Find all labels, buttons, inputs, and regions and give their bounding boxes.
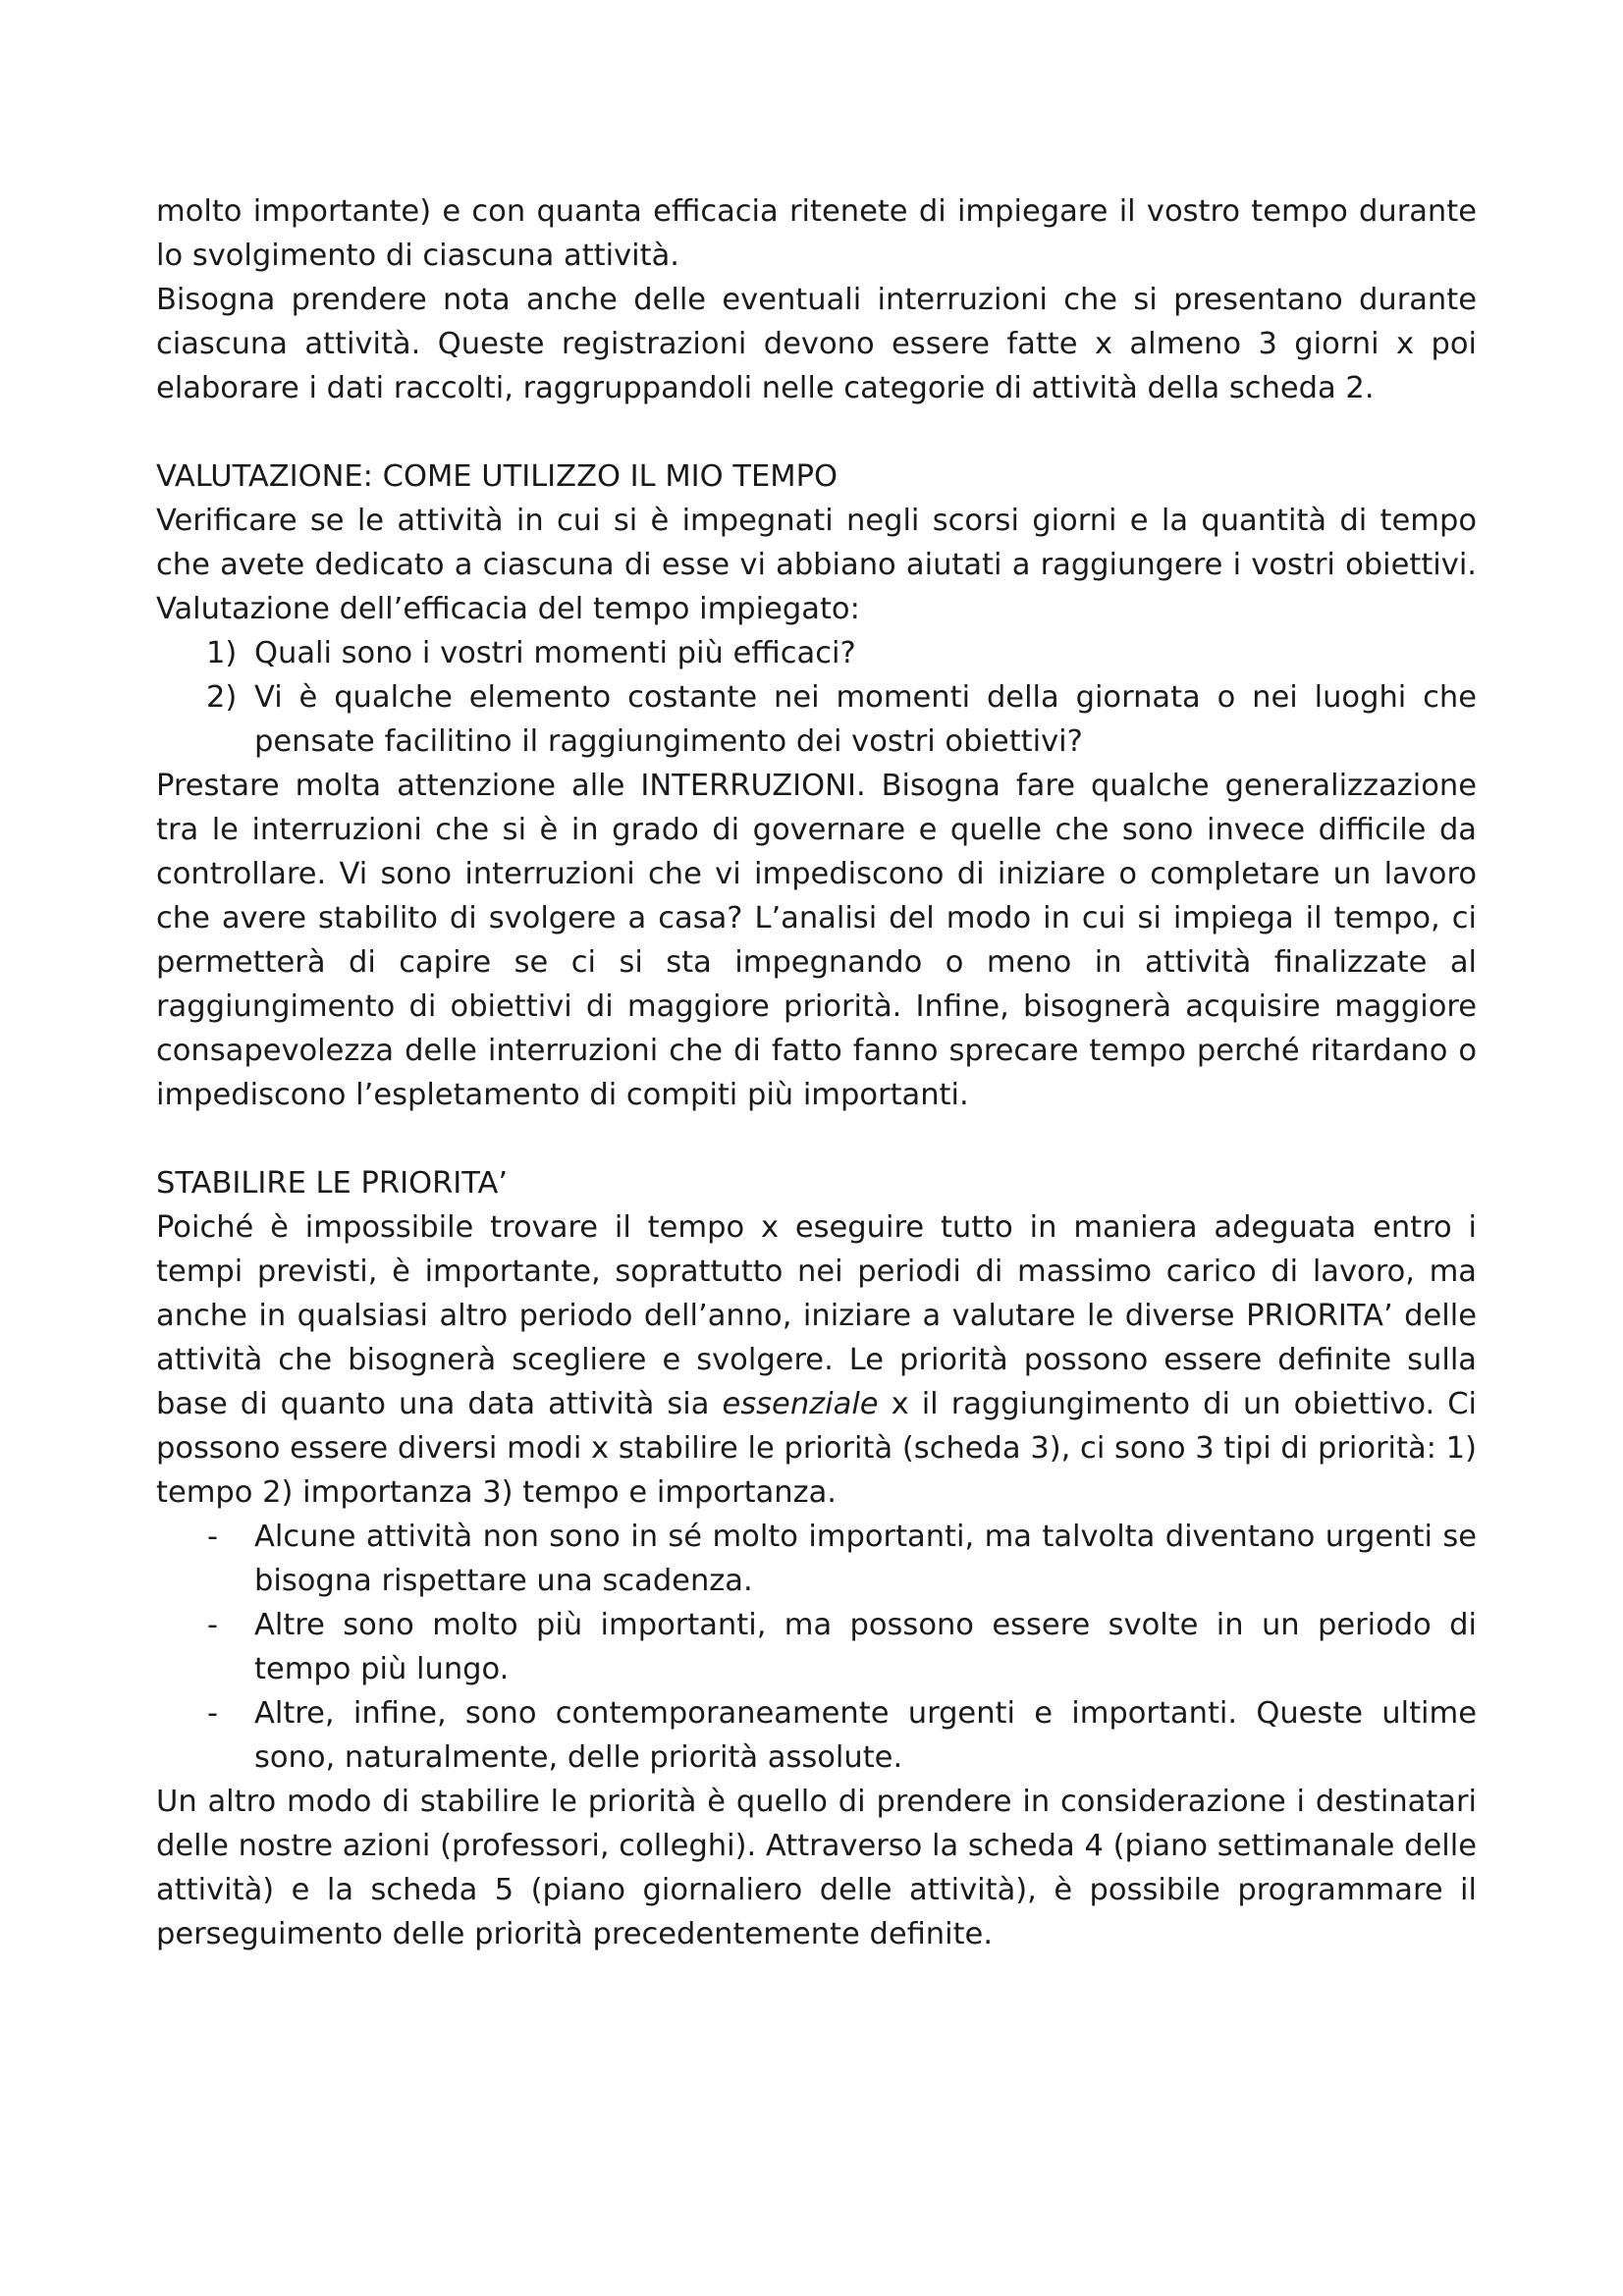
text-run: x il raggiungimento di un obiettivo. Ci possono essere diversi modi x stabilire le priorità (scheda 3), ci sono 3 tipi di priorità: 1) tempo 2) importanza 3) tempo e importanza. xyxy=(156,1387,1477,1510)
intro-paragraph-1: molto importante) e con quanta efficacia ritenete di impiegare il vostro tempo durante lo svolgimento di ciascuna attività. xyxy=(156,194,1477,273)
list-item-text: Quali sono i vostri momenti più efficaci? xyxy=(254,636,856,670)
valutazione-paragraph-1: Verificare se le attività in cui si è impegnati negli scorsi giorni e la quantità di tempo che avete dedicato a ciascuna di esse vi abbiano aiutati a raggiungere i vostri obiettivi. Valutazione dell’efficacia del tempo impiegato: xyxy=(156,504,1477,626)
list-marker: 1) xyxy=(206,636,238,670)
list-marker: - xyxy=(207,1520,219,1554)
priorita-paragraph-2: Un altro modo di stabilire le priorità è quello di prendere in considerazione i destinatari delle nostre azioni (professori, colleghi). Attraverso la scheda 4 (piano settimanale delle attività) e la scheda 5 (piano giornaliero delle attività), è possibile programmare il perseguimento delle priorità precedentemente definite. xyxy=(156,1785,1477,1951)
section-title-priorita: STABILIRE LE PRIORITA’ xyxy=(156,1166,509,1201)
section-spacer xyxy=(156,410,1477,454)
list-marker: 2) xyxy=(206,680,238,715)
list-marker: - xyxy=(207,1608,219,1642)
list-item xyxy=(156,631,1477,675)
valutazione-paragraph-2: Prestare molta attenzione alle INTERRUZIONI. Bisogna fare qualche generalizzazione tra le interruzioni che si è in grado di governare e quelle che sono invece difficile da controllare. Vi sono interruzioni che vi impediscono di iniziare o completare un lavoro che avere stabilito di svolgere a casa? L’analisi del modo in cui si impiega il tempo, ci permetterà di capire se ci si sta impegnando o meno in attività finalizzate al raggiungimento di obiettivi di maggiore priorità. Infine, bisognerà acquisire maggiore consapevolezza delle interruzioni che di fatto fanno sprecare tempo perché ritardano o impediscono l’espletamento di compiti più importanti. xyxy=(156,769,1477,1112)
list-item-text: Altre, infine, sono contemporaneamente urgenti e importanti. Queste ultime sono, naturalmente, delle priorità assolute. xyxy=(254,1696,1477,1775)
emphasis-text: essenziale xyxy=(722,1387,879,1421)
section-title-valutazione: VALUTAZIONE: COME UTILIZZO IL MIO TEMPO xyxy=(156,459,838,494)
list-item-text: Vi è qualche elemento costante nei momenti della giornata o nei luoghi che pensate facilitino il raggiungimento dei vostri obiettivi? xyxy=(254,680,1477,759)
list-item xyxy=(156,1603,1477,1691)
list-marker: - xyxy=(207,1696,219,1731)
list-item xyxy=(156,675,1477,764)
list-item-text: Altre sono molto più importanti, ma possono essere svolte in un periodo di tempo più lungo. xyxy=(254,1608,1477,1686)
intro-paragraph-2: Bisogna prendere nota anche delle eventuali interruzioni che si presentano durante ciascuna attività. Queste registrazioni devono essere fatte x almeno 3 giorni x poi elaborare i dati raccolti, raggruppandoli nelle categorie di attività della scheda 2. xyxy=(156,283,1477,405)
list-item-text: Alcune attività non sono in sé molto importanti, ma talvolta diventano urgenti se bisogna rispettare una scadenza. xyxy=(254,1520,1477,1598)
list-item xyxy=(156,1515,1477,1603)
document-page xyxy=(156,189,1477,1956)
priorita-paragraph-1 xyxy=(156,1205,1477,1515)
text-run: Poiché è impossibile trovare il tempo x eseguire tutto in maniera adeguata entro i tempi previsti, è importante, soprattutto nei periodi di massimo carico di lavoro, ma anche in qualsiasi altro periodo dell’anno, iniziare a valutare le diverse PRIORITA’ delle attività che bisognerà scegliere e svolgere. Le priorità possono essere definite sulla base di quanto una data attività sia xyxy=(156,1210,1477,1421)
list-item xyxy=(156,1691,1477,1780)
section-spacer xyxy=(156,1117,1477,1161)
